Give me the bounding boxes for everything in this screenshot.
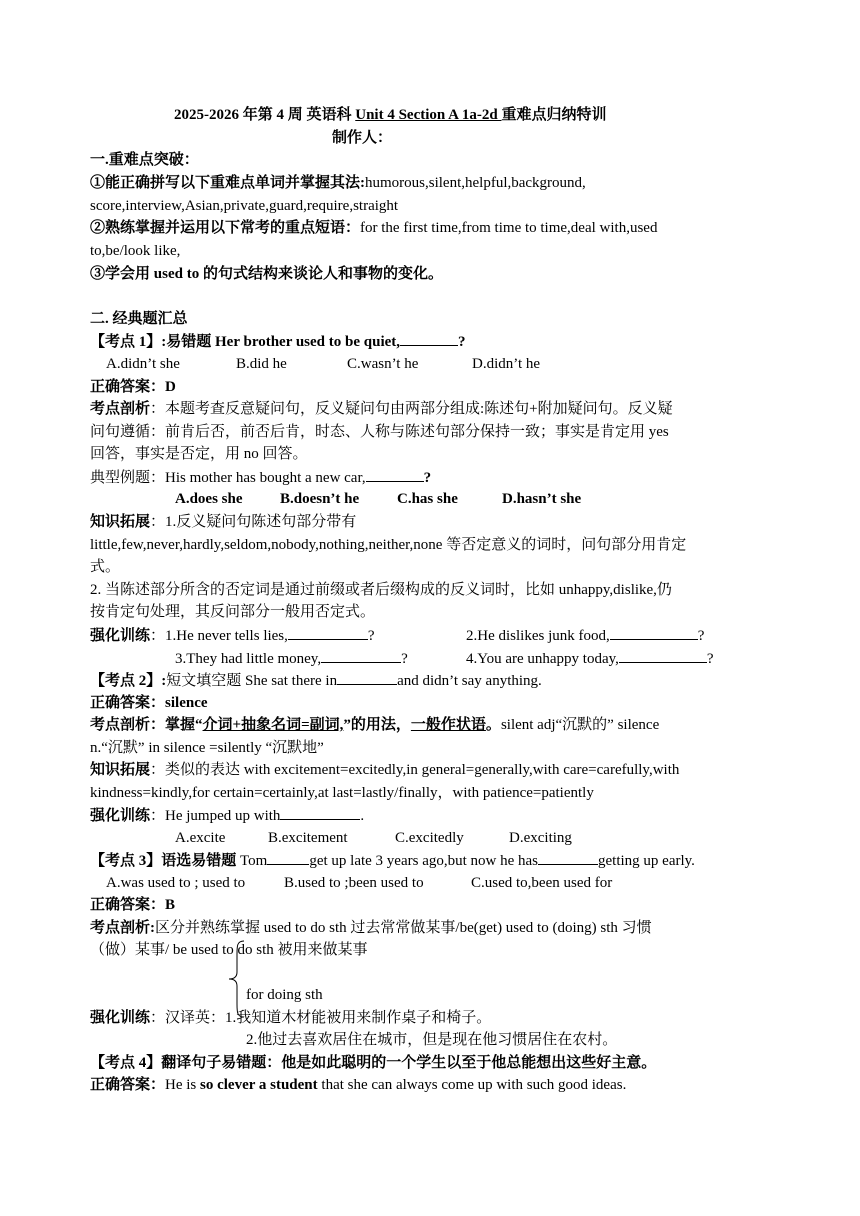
k1-ext-label: 知识拓展 <box>90 514 151 530</box>
k1-answer-label: 正确答案： <box>90 379 166 395</box>
k2-training <box>90 805 364 826</box>
k3-answer-label: 正确答案： <box>90 897 166 913</box>
k1-ext-2-cont: 按肯定句处理，其反问部分一般用否定式。 <box>90 604 376 620</box>
section1-item3 <box>90 264 443 284</box>
k3-train-1: ：汉译英：1.我知道木材能被用来制作桌子和椅子。 <box>150 1010 492 1026</box>
k4-answer-label: 正确答案： <box>90 1077 166 1093</box>
section1-item1 <box>90 173 586 193</box>
k3-text-b: get up late 3 years ago,but now he has <box>309 853 539 869</box>
k2-ext-cont: kindness=kindly,for certain=certainly,at last=lastly/finally，with patience=patiently <box>90 785 594 801</box>
k1-blank <box>400 331 458 346</box>
k4-answer-key: so clever a student <box>200 1077 318 1093</box>
k3-option-a: A.was used to ; used to <box>106 875 246 891</box>
k4-text: 翻译句子易错题：他是如此聪明的一个学生以至于他总能想出这些好主意。 <box>161 1055 657 1071</box>
k1-example-option-b: B.doesn’t he <box>280 491 360 507</box>
k1-training-2 <box>466 625 704 646</box>
k3-analysis-label: 考点剖析: <box>90 920 155 936</box>
item3-text: ③学会用 <box>90 266 154 282</box>
k4-answer <box>90 1075 626 1095</box>
k1-train-1: ：1.He never tells lies, <box>150 628 288 644</box>
k3-option-b: B.used to ;been used to <box>284 875 424 891</box>
k1-train-1-blank <box>288 625 368 640</box>
k2-answer-label: 正确答案： <box>90 695 166 711</box>
k2-text: 短文填空题 She sat there in <box>166 673 338 689</box>
item3-keyword: used to <box>153 266 200 282</box>
k2-analysis-rule: 介词+抽象名词=副词, <box>202 717 344 733</box>
section2-heading: 二. 经典题汇总 <box>90 311 188 327</box>
k1-analysis-label: 考点剖析 <box>90 401 151 417</box>
page-title <box>174 105 607 125</box>
k1-example-option-a: A.does she <box>175 491 243 507</box>
k1-question <box>90 331 466 352</box>
k2-train-dot: . <box>360 808 365 824</box>
k2-option-b: B.excitement <box>268 830 348 846</box>
k1-answer-value: D <box>165 379 176 395</box>
k1-train-3: 3.They had little money, <box>175 651 322 667</box>
k1-ext-text: ：1.反义疑问句陈述句部分带有 <box>150 514 357 530</box>
k4-answer-c: that she can always come up with such good ideas. <box>317 1077 627 1093</box>
k3-training <box>90 1008 491 1028</box>
k1-analysis <box>90 399 673 419</box>
k1-option-a: A.didn’t she <box>106 356 180 372</box>
k1-option-d: D.didn’t he <box>472 356 541 372</box>
k3-question <box>90 850 695 871</box>
k1-train-4: 4.You are unhappy today, <box>466 651 619 667</box>
k3-answer-value: B <box>165 897 176 913</box>
maker-label: 制作人： <box>332 130 393 146</box>
k1-train-2: 2.He dislikes junk food, <box>466 628 610 644</box>
k2-analysis-label: 考点剖析 <box>90 717 151 733</box>
k1-training-3 <box>175 648 408 669</box>
item2-phrases-cont: to,be/look like, <box>90 243 181 259</box>
k1-train-2-q: ? <box>697 628 705 644</box>
k2-blank <box>337 670 397 685</box>
k1-train-2-blank <box>610 625 698 640</box>
k1-example-qmark: ? <box>423 470 432 486</box>
k2-analysis-c: ”的用法， <box>343 717 411 733</box>
k3-option-c: C.used to,been used for <box>471 875 613 891</box>
item1-words-cont: score,interview,Asian,private,guard,require,straight <box>90 198 399 214</box>
k1-option-b: B.did he <box>236 356 287 372</box>
k3-label: 语选易错题 <box>161 853 241 869</box>
k2-analysis <box>90 715 659 735</box>
k1-qmark: ? <box>458 334 466 350</box>
title-topic: 重难点归纳特训 <box>501 107 607 123</box>
k1-training-row1 <box>90 625 375 646</box>
title-unit: Unit 4 Section A 1a-2d <box>355 107 502 123</box>
title-year-subject: 2025-2026 年第 4 周 英语科 <box>174 107 356 123</box>
item2-phrases: for the first time,from time to time,deal with,used <box>360 220 658 236</box>
k3-tag: 【考点 3】 <box>90 853 162 869</box>
k1-analysis-cont2: 回答，事实是否定，用 no 回答。 <box>90 446 308 462</box>
k1-train-4-blank <box>619 648 707 663</box>
k2-train-text: ：He jumped up with <box>150 808 281 824</box>
k2-analysis-e: 。 <box>485 717 501 733</box>
k2-extension <box>90 760 679 780</box>
k3-analysis-text: 区分并熟练掌握 used to do sth 过去常常做某事/be(get) used to (doing) sth 习惯 <box>155 920 652 936</box>
k1-example-option-d: D.hasn’t she <box>502 491 582 507</box>
section1-item2 <box>90 218 657 238</box>
k2-answer <box>90 693 208 713</box>
k1-train-4-q: ? <box>706 651 714 667</box>
k2-train-blank <box>280 805 360 820</box>
k1-analysis-text: ：本题考查反意疑问句，反义疑问句由两部分组成:陈述句+附加疑问句。反义疑 <box>150 401 673 417</box>
k2-answer-value: silence <box>165 695 208 711</box>
k2-ext-text: ：类似的表达 with excitement=excitedly,in general=generally,with care=carefully,with <box>150 762 680 778</box>
k3-analysis-cont: （做）某事/ be used to do sth 被用来做某事 <box>90 942 368 958</box>
k4-question <box>90 1053 656 1073</box>
k2-option-a: A.excite <box>175 830 226 846</box>
k1-example-label: 典型例题： <box>90 470 166 486</box>
section1-heading: 一.重难点突破： <box>90 152 199 168</box>
item1-words: humorous,silent,helpful,background, <box>365 175 586 191</box>
k3-answer <box>90 895 175 915</box>
k3-analysis-alt: for doing sth <box>246 987 323 1003</box>
k3-train-label: 强化训练 <box>90 1010 151 1026</box>
k2-train-label: 强化训练 <box>90 808 151 824</box>
k1-option-c: C.wasn’t he <box>347 356 419 372</box>
item2-label: ②熟练掌握并运用以下常考的重点短语： <box>90 220 361 236</box>
k2-ext-label: 知识拓展 <box>90 762 151 778</box>
k1-example-text: His mother has bought a new car, <box>165 470 366 486</box>
k2-analysis-usage: 一般作状语 <box>410 717 486 733</box>
k1-ext-cont: little,few,never,hardly,seldom,nobody,nothing,neither,none 等否定意义的词时，问句部分用肯定 <box>90 537 687 553</box>
k1-example <box>90 467 431 488</box>
k1-tag: 【考点 1】 <box>90 334 162 350</box>
k3-text-a: Tom <box>240 853 268 869</box>
k1-answer <box>90 377 176 397</box>
k1-analysis-cont: 问句遵循：前肯后否，前否后肯，时态、人称与陈述句部分保持一致；事实是肯定用 yes <box>90 424 669 440</box>
k1-training-4 <box>466 648 714 669</box>
k1-ext-cont2: 式。 <box>90 559 121 575</box>
k1-text: :易错题 Her brother used to be quiet, <box>161 334 401 350</box>
k2-text-end: and didn’t say anything. <box>397 673 542 689</box>
k1-train-1-q: ? <box>367 628 375 644</box>
k3-text-c: getting up early. <box>598 853 695 869</box>
k1-train-3-q: ? <box>401 651 408 667</box>
k1-train-label: 强化训练 <box>90 628 151 644</box>
k3-blank-1 <box>267 850 309 865</box>
k1-extension <box>90 512 356 532</box>
item3-text-end: 的句式结构来谈论人和事物的变化。 <box>199 266 443 282</box>
k2-tag: 【考点 2】 <box>90 673 162 689</box>
k3-blank-2 <box>538 850 598 865</box>
brace-icon <box>226 940 246 1018</box>
k2-question <box>90 670 542 691</box>
k1-example-option-c: C.has she <box>397 491 458 507</box>
k2-option-c: C.excitedly <box>395 830 464 846</box>
k3-analysis <box>90 918 652 938</box>
k2-analysis-cont: n.“沉默” in silence =silently “沉默地” <box>90 740 324 756</box>
item1-label: ①能正确拼写以下重难点单词并掌握其法: <box>90 175 365 191</box>
k2-analysis-a: ：掌握“ <box>150 717 203 733</box>
k2-option-d: D.exciting <box>509 830 572 846</box>
k3-train-2: 2.他过去喜欢居住在城市，但是现在他习惯居住在农村。 <box>246 1032 618 1048</box>
k2-colon: : <box>161 673 167 689</box>
k1-train-3-blank <box>321 648 401 663</box>
k1-ext-2: 2. 当陈述部分所含的否定词是通过前缀或者后缀构成的反义词时，比如 unhappy,dislike,仍 <box>90 582 672 598</box>
k1-example-blank <box>366 467 424 482</box>
k2-analysis-f: silent adj“沉默的” silence <box>500 717 660 733</box>
k4-answer-a: He is <box>165 1077 201 1093</box>
k4-tag: 【考点 4】 <box>90 1055 162 1071</box>
